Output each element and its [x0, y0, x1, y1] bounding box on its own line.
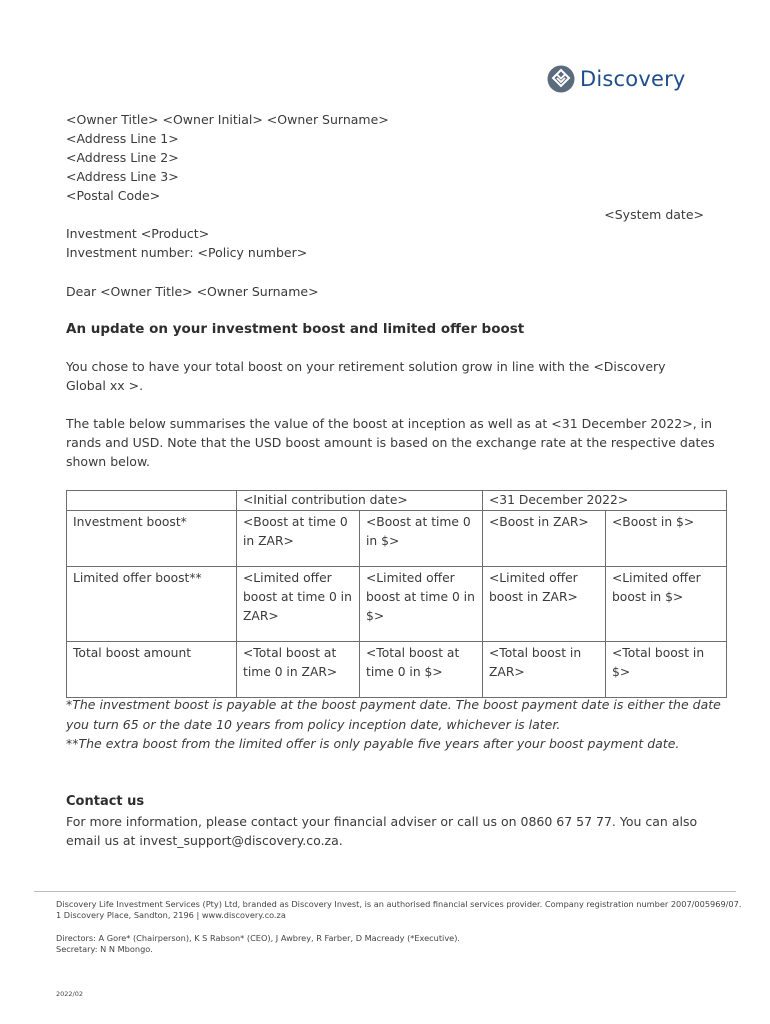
footnote-limited-offer: **The extra boost from the limited offer is only payable five years after your boost payment date.	[66, 736, 680, 751]
address-line: <Address Line 1>	[66, 131, 179, 146]
table-row-label: Total boost amount	[67, 642, 237, 698]
footer-company-info	[56, 899, 746, 921]
table-cell: <Boost in $>	[606, 511, 727, 567]
table-description-paragraph: The table below summarises the value of the boost at inception as well as at <31 December 2022>, in rands and USD. Note that the USD boost amount is based on the exchange rate at the respective dates shown below.	[66, 416, 715, 469]
table-row	[67, 567, 727, 642]
footer-address: 1 Discovery Place, Sandton, 2196 | www.discovery.co.za	[56, 910, 286, 920]
table-row-label: Limited offer boost**	[67, 567, 237, 642]
table-header-cell: <31 December 2022>	[483, 491, 727, 511]
address-line: <Owner Title> <Owner Initial> <Owner Surname>	[66, 112, 389, 127]
investment-product: Investment <Product>	[66, 226, 210, 241]
table-row	[67, 642, 727, 698]
table-cell: <Total boost at time 0 in $>	[360, 642, 483, 698]
address-line: <Postal Code>	[66, 188, 161, 203]
footer-company: Discovery Life Investment Services (Pty) Ltd, branded as Discovery Invest, is an authorised financial services provider. Company registration number 2007/005969/07.	[56, 899, 742, 909]
table-header-cell	[67, 491, 237, 511]
table-cell: <Boost in ZAR>	[483, 511, 606, 567]
table-footnotes	[66, 695, 726, 754]
intro-paragraph: You chose to have your total boost on your retirement solution grow in line with the <Discovery Global xx >.	[66, 359, 666, 393]
table-row-label: Investment boost*	[67, 511, 237, 567]
address-line: <Address Line 3>	[66, 169, 179, 184]
table-cell: <Limited offer boost in $>	[606, 567, 727, 642]
discovery-diamond-icon	[546, 64, 576, 94]
letter-heading: An update on your investment boost and limited offer boost	[66, 321, 525, 337]
contact-heading: Contact us	[66, 794, 145, 809]
system-date: <System date>	[604, 207, 704, 222]
table-cell: <Total boost in $>	[606, 642, 727, 698]
table-cell: <Boost at time 0 in $>	[360, 511, 483, 567]
footer-secretary: Secretary: N N Mbongo.	[56, 944, 153, 954]
table-cell: <Total boost at time 0 in ZAR>	[237, 642, 360, 698]
table-header-cell: <Initial contribution date>	[237, 491, 483, 511]
table-cell: <Limited offer boost at time 0 in $>	[360, 567, 483, 642]
footer-directors: Directors: A Gore* (Chairperson), K S Rabson* (CEO), J Awbrey, R Farber, D Macready (*Executive).	[56, 933, 461, 943]
table-cell: <Limited offer boost in ZAR>	[483, 567, 606, 642]
table-row	[67, 511, 727, 567]
footer-document-code: 2022/02	[56, 990, 84, 998]
table-header-row	[67, 491, 727, 511]
table-cell: <Limited offer boost at time 0 in ZAR>	[237, 567, 360, 642]
table-cell: <Boost at time 0 in ZAR>	[237, 511, 360, 567]
footnote-investment-boost: *The investment boost is payable at the boost payment date. The boost payment date is either the date you turn 65 or the date 10 years from policy inception date, whichever is later.	[66, 697, 721, 732]
footer-directors-info	[56, 933, 460, 955]
discovery-logo	[546, 62, 686, 96]
boost-table	[66, 490, 727, 698]
table-cell: <Total boost in ZAR>	[483, 642, 606, 698]
salutation: Dear <Owner Title> <Owner Surname>	[66, 284, 319, 299]
address-line: <Address Line 2>	[66, 150, 179, 165]
brand-name: Discovery	[580, 67, 686, 91]
investment-number: Investment number: <Policy number>	[66, 245, 308, 260]
contact-text: For more information, please contact your financial adviser or call us on 0860 67 57 77. You can also email us at invest_support@discovery.co.za.	[66, 814, 698, 848]
investment-references	[66, 224, 307, 262]
recipient-address	[66, 110, 389, 205]
footer-divider	[34, 891, 736, 892]
